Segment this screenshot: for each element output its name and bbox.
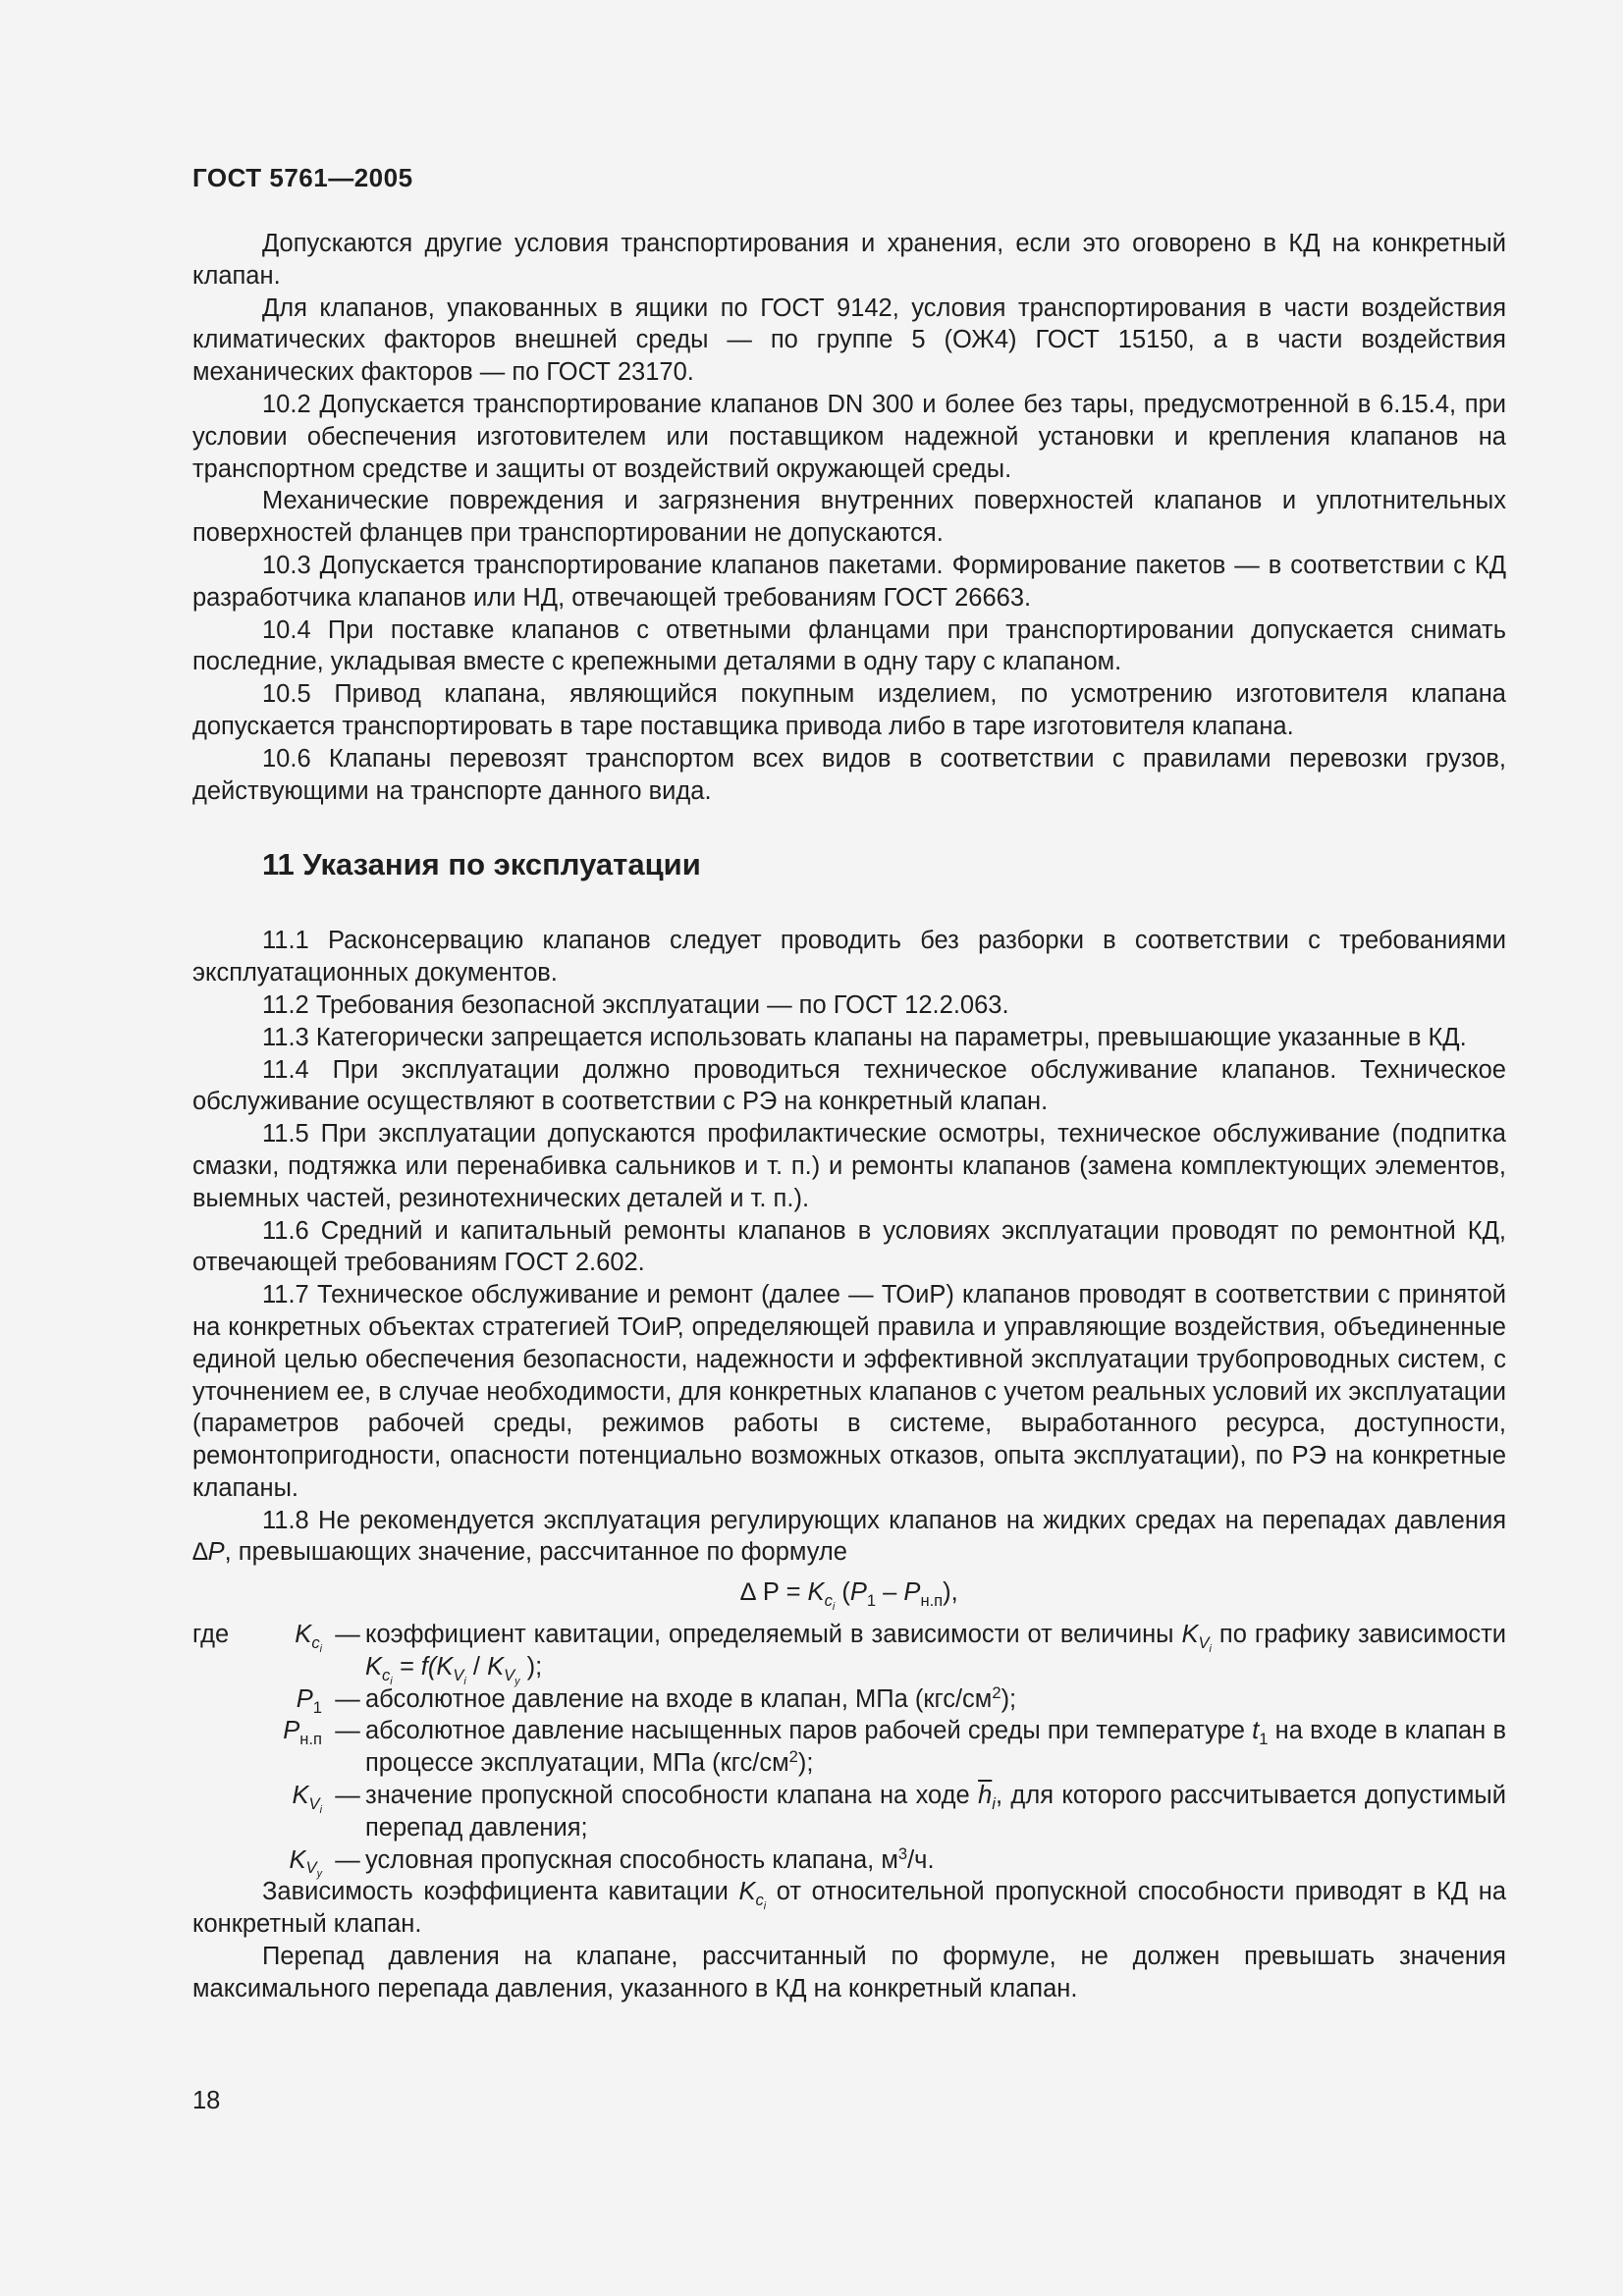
page-number: 18: [192, 2087, 221, 2114]
delta-p-symbol: ∆P: [192, 1538, 225, 1567]
definition-kc: где $K_{c_i}$ — коэффициент кавитации, определяемый в зависимости от величины $K_{V_i}$ по графику зависимости $K_{c_i} = f(K_{V_i} / K_{V_y}$ );: [192, 1621, 1507, 1687]
paragraph-11-4: 11.4 При эксплуатации должно проводиться техническое обслуживание клапанов. Техническое обслуживание осуществляют в соответствии с РЭ на конкретный клапан.: [192, 1055, 1506, 1116]
paragraph: Механические повреждения и загрязнения внутренних поверхностей клапанов и уплотнительных поверхностей фланцев при транспортировании не допускаются.: [192, 487, 1506, 548]
paragraph-10-5: 10.5 Привод клапана, являющийся покупным изделием, по усмотрению изготовителя клапана допускается транспортировать в таре поставщика привода либо в таре изготовителя клапана.: [192, 680, 1506, 740]
paragraph-11-1: 11.1 Расконсервацию клапанов следует проводить без разборки в соответствии с требованиями эксплуатационных документов.: [192, 927, 1506, 988]
paragraph-11-8: 11.8 Не рекомендуется эксплуатация регулирующих клапанов на жидких средах на перепадах давления ∆P, превышающих значение, рассчитанное по формуле: [192, 1506, 1506, 1567]
section-title: 11 Указания по эксплуатации: [262, 847, 701, 882]
paragraph-11-2: 11.2 Требования безопасной эксплуатации — по ГОСТ 12.2.063.: [262, 990, 1009, 1019]
document-header-id: ГОСТ 5761—2005: [192, 163, 413, 192]
paragraph-11-7: 11.7 Техническое обслуживание и ремонт (далее — ТОиР) клапанов проводят в соответствии с принятой на конкретных объектах стратегией ТОиР, определяющей правила и управляющие воздействия, объединенные единой целью обеспечения безопасности, надежности и эффективной эксплуатации трубопроводных систем, с уточнением ее, в случае необходимости, для конкретных клапанов с учетом реальных условий их эксплуатации (параметров рабочей среды, режимов работы в системе, выработанного ресурса, доступности, ремонтопригодности, опасности потенциально возможных отказов, опыта эксплуатации), по РЭ на конкретные клапаны.: [192, 1281, 1506, 1502]
paragraph-cavitation-dependence: Зависимость коэффициента кавитации $K_{c_i}$ от относительной пропускной способности приводят в КД на конкретный клапан.: [192, 1878, 1507, 1939]
paragraph-11-3: 11.3 Категорически запрещается использовать клапаны на параметры, превышающие указанные в КД.: [262, 1023, 1467, 1051]
paragraph-pressure-drop-limit: Перепад давления на клапане, рассчитанный по формуле, не должен превышать значения максимального перепада давления, указанного в КД на конкретный клапан.: [192, 1943, 1506, 2002]
paragraph-10-3: 10.3 Допускается транспортирование клапанов пакетами. Формирование пакетов — в соответствии с КД разработчика клапанов или НД, отвечающей требованиям ГОСТ 26663.: [192, 551, 1506, 612]
definition-kvy: $K_{V_y}$ — условная пропускная способность клапана, $м^3/ч$.: [289, 1843, 935, 1881]
paragraph: Для клапанов, упакованных в ящики по ГОСТ 9142, условия транспортирования в части воздействия климатических факторов внешней среды — по группе 5 (ОЖ4) ГОСТ 15150, а в части воздействия механических факторов — по ГОСТ 23170.: [192, 294, 1506, 387]
paragraph-11-6: 11.6 Средний и капитальный ремонты клапанов в условиях эксплуатации проводят по ремонтной КД, отвечающей требованиям ГОСТ 2.602.: [192, 1216, 1506, 1277]
definition-kvi: $K_{V_i}$ — значение пропускной способности клапана на ходе $\overline{h}_i$, для которого рассчитывается допустимый перепад давления;: [292, 1782, 1506, 1842]
paragraph-10-4: 10.4 При поставке клапанов с ответными фланцами при транспортировании допускается снимать последние, укладывая вместе с крепежными деталями в одну тару с клапаном.: [192, 615, 1506, 676]
formula-delta-p: ∆ $P = K_{c_i}$ $(P_1 - P_{н.п})$,: [740, 1578, 958, 1613]
formula-definitions: [192, 1619, 1507, 1881]
definition-p1: $P_1$ — абсолютное давление на входе в клапан, МПа $(кгс/см^2)$;: [296, 1682, 1017, 1717]
paragraph-11-5: 11.5 При эксплуатации допускаются профилактические осмотры, техническое обслуживание (подпитка смазки, подтяжка или перенабивка сальников и т. п.) и ремонты клапанов (замена комплектующих элементов, выемных частей, резинотехнических деталей и т. п.).: [192, 1120, 1506, 1212]
paragraph-10-6: 10.6 Клапаны перевозят транспортом всех видов в соответствии с правилами перевозки грузов, действующими на транспорте данного вида.: [192, 744, 1506, 805]
paragraph-10-2: 10.2 Допускается транспортирование клапанов DN 300 и более без тары, предусмотренной в 6.15.4, при условии обеспечения изготовителем или поставщиком надежной установки и крепления клапанов на транспортном средстве и защиты от воздействий окружающей среды.: [192, 390, 1506, 483]
paragraph: Допускаются другие условия транспортирования и хранения, если это оговорено в КД на конкретный клапан.: [192, 230, 1506, 290]
page-body: [192, 228, 1506, 2005]
definition-pnp: $P_{н.п}$ — абсолютное давление насыщенных паров рабочей среды при температуре $t_1$ на входе в клапан в процессе эксплуатации, МПа $(кгс/см^2)$;: [283, 1717, 1506, 1778]
